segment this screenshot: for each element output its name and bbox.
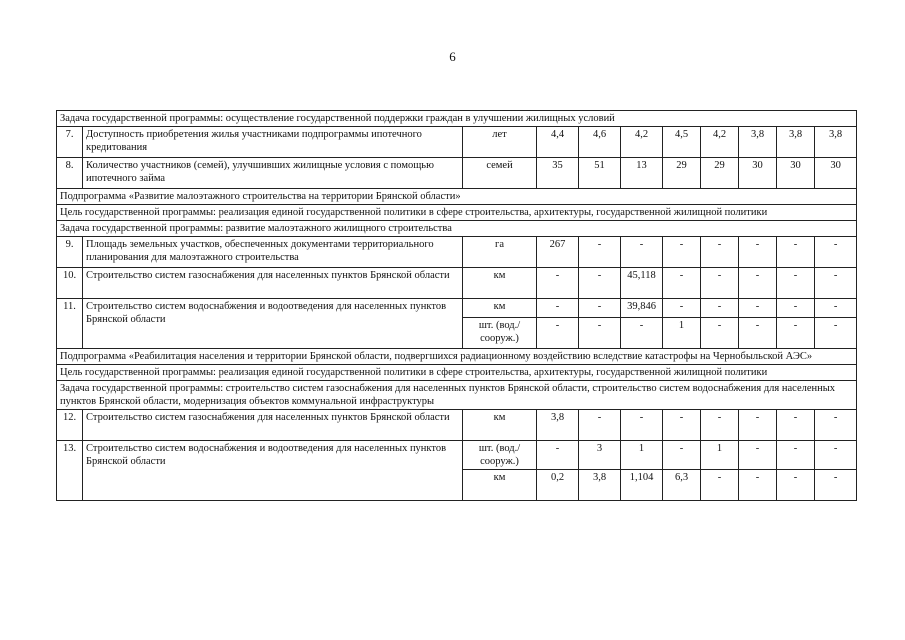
- page-number: 6: [449, 49, 456, 64]
- section-row: [57, 221, 857, 237]
- unit-cell: семей: [463, 158, 537, 189]
- value-cell: -: [537, 441, 579, 470]
- value-cell: -: [579, 268, 621, 299]
- value-cell: 4,2: [701, 127, 739, 158]
- unit-cell: км: [463, 470, 537, 501]
- value-cell: -: [579, 237, 621, 268]
- value-cell: -: [579, 318, 621, 349]
- value-cell: -: [739, 318, 777, 349]
- section-row: [57, 111, 857, 127]
- value-cell: -: [701, 237, 739, 268]
- value-cell: -: [621, 237, 663, 268]
- value-cell: -: [701, 410, 739, 441]
- value-cell: -: [663, 441, 701, 470]
- value-cell: 35: [537, 158, 579, 189]
- value-cell: 45,118: [621, 268, 663, 299]
- value-cell: 30: [777, 158, 815, 189]
- value-cell: 3: [579, 441, 621, 470]
- row-number: 9.: [57, 237, 83, 268]
- value-cell: 30: [739, 158, 777, 189]
- indicator-name: Строительство систем водоснабжения и водоотведения для населенных пунктов Брянской области: [83, 441, 463, 501]
- section-row: [57, 189, 857, 205]
- value-cell: -: [739, 299, 777, 318]
- section-row: [57, 349, 857, 365]
- indicator-name: Доступность приобретения жилья участниками подпрограммы ипотечного кредитования: [83, 127, 463, 158]
- table-row: [57, 237, 857, 268]
- indicator-name: Строительство систем газоснабжения для населенных пунктов Брянской области: [83, 410, 463, 441]
- value-cell: 1: [663, 318, 701, 349]
- value-cell: -: [701, 470, 739, 501]
- value-cell: -: [621, 410, 663, 441]
- value-cell: -: [701, 318, 739, 349]
- value-cell: -: [663, 237, 701, 268]
- indicators-table: [56, 110, 857, 501]
- value-cell: -: [579, 299, 621, 318]
- value-cell: -: [815, 441, 857, 470]
- section-text: Задача государственной программы: развитие малоэтажного жилищного строительства: [57, 221, 857, 237]
- value-cell: -: [739, 470, 777, 501]
- value-cell: 6,3: [663, 470, 701, 501]
- value-cell: -: [739, 441, 777, 470]
- value-cell: -: [777, 441, 815, 470]
- unit-cell: км: [463, 410, 537, 441]
- value-cell: 3,8: [815, 127, 857, 158]
- value-cell: -: [815, 237, 857, 268]
- unit-cell: лет: [463, 127, 537, 158]
- value-cell: -: [815, 268, 857, 299]
- value-cell: -: [663, 299, 701, 318]
- value-cell: 1,104: [621, 470, 663, 501]
- table-row: [57, 299, 857, 318]
- row-number: 8.: [57, 158, 83, 189]
- table-row: [57, 127, 857, 158]
- value-cell: -: [739, 237, 777, 268]
- value-cell: -: [739, 410, 777, 441]
- value-cell: -: [579, 410, 621, 441]
- value-cell: -: [701, 299, 739, 318]
- section-row: [57, 205, 857, 221]
- value-cell: -: [777, 410, 815, 441]
- table-row: [57, 410, 857, 441]
- value-cell: 13: [621, 158, 663, 189]
- row-number: 13.: [57, 441, 83, 501]
- value-cell: 4,6: [579, 127, 621, 158]
- value-cell: 4,5: [663, 127, 701, 158]
- value-cell: -: [815, 318, 857, 349]
- section-text: Подпрограмма «Развитие малоэтажного строительства на территории Брянской области»: [57, 189, 857, 205]
- row-number: 11.: [57, 299, 83, 349]
- row-number: 12.: [57, 410, 83, 441]
- value-cell: 3,8: [537, 410, 579, 441]
- table-row: [57, 441, 857, 470]
- value-cell: 51: [579, 158, 621, 189]
- indicator-name: Строительство систем водоснабжения и водоотведения для населенных пунктов Брянской области: [83, 299, 463, 349]
- section-row: [57, 365, 857, 381]
- section-text: Задача государственной программы: осуществление государственной поддержки граждан в улучшении жилищных условий: [57, 111, 857, 127]
- row-number: 10.: [57, 268, 83, 299]
- value-cell: 30: [815, 158, 857, 189]
- section-text: Подпрограмма «Реабилитация населения и территории Брянской области, подвергшихся радиационному воздействию вследствие катастрофы на Чернобыльской АЭС»: [57, 349, 857, 365]
- value-cell: -: [739, 268, 777, 299]
- value-cell: -: [777, 237, 815, 268]
- row-number: 7.: [57, 127, 83, 158]
- value-cell: -: [777, 268, 815, 299]
- unit-cell: шт. (вод./ сооруж.): [463, 318, 537, 349]
- value-cell: -: [537, 318, 579, 349]
- value-cell: 4,2: [621, 127, 663, 158]
- value-cell: 1: [701, 441, 739, 470]
- value-cell: -: [663, 268, 701, 299]
- value-cell: 29: [663, 158, 701, 189]
- value-cell: -: [815, 470, 857, 501]
- value-cell: -: [537, 268, 579, 299]
- value-cell: -: [537, 299, 579, 318]
- value-cell: 0,2: [537, 470, 579, 501]
- section-row: [57, 381, 857, 410]
- value-cell: -: [815, 299, 857, 318]
- section-text: Задача государственной программы: строительство систем газоснабжения для населенных пунктов Брянской области, строительство систем водоснабжения для населенных пунктов Брянской области, модернизация объектов коммунальной инфраструктуры: [57, 381, 857, 410]
- section-text: Цель государственной программы: реализация единой государственной политики в сфере строительства, архитектуры, государственной жилищной политики: [57, 205, 857, 221]
- value-cell: -: [621, 318, 663, 349]
- value-cell: -: [701, 268, 739, 299]
- indicator-name: Площадь земельных участков, обеспеченных документами территориального планирования для малоэтажного строительства: [83, 237, 463, 268]
- value-cell: 1: [621, 441, 663, 470]
- table-row: [57, 268, 857, 299]
- indicator-name: Строительство систем газоснабжения для населенных пунктов Брянской области: [83, 268, 463, 299]
- unit-cell: км: [463, 268, 537, 299]
- value-cell: -: [777, 318, 815, 349]
- value-cell: 267: [537, 237, 579, 268]
- section-text: Цель государственной программы: реализация единой государственной политики в сфере строительства, архитектуры, государственной жилищной политики: [57, 365, 857, 381]
- value-cell: -: [777, 470, 815, 501]
- value-cell: -: [777, 299, 815, 318]
- value-cell: -: [815, 410, 857, 441]
- value-cell: 29: [701, 158, 739, 189]
- unit-cell: км: [463, 299, 537, 318]
- value-cell: -: [663, 410, 701, 441]
- unit-cell: шт. (вод./ сооруж.): [463, 441, 537, 470]
- unit-cell: га: [463, 237, 537, 268]
- value-cell: 3,8: [739, 127, 777, 158]
- value-cell: 3,8: [777, 127, 815, 158]
- value-cell: 3,8: [579, 470, 621, 501]
- value-cell: 39,846: [621, 299, 663, 318]
- indicator-name: Количество участников (семей), улучшивших жилищные условия с помощью ипотечного займа: [83, 158, 463, 189]
- table-row: [57, 158, 857, 189]
- value-cell: 4,4: [537, 127, 579, 158]
